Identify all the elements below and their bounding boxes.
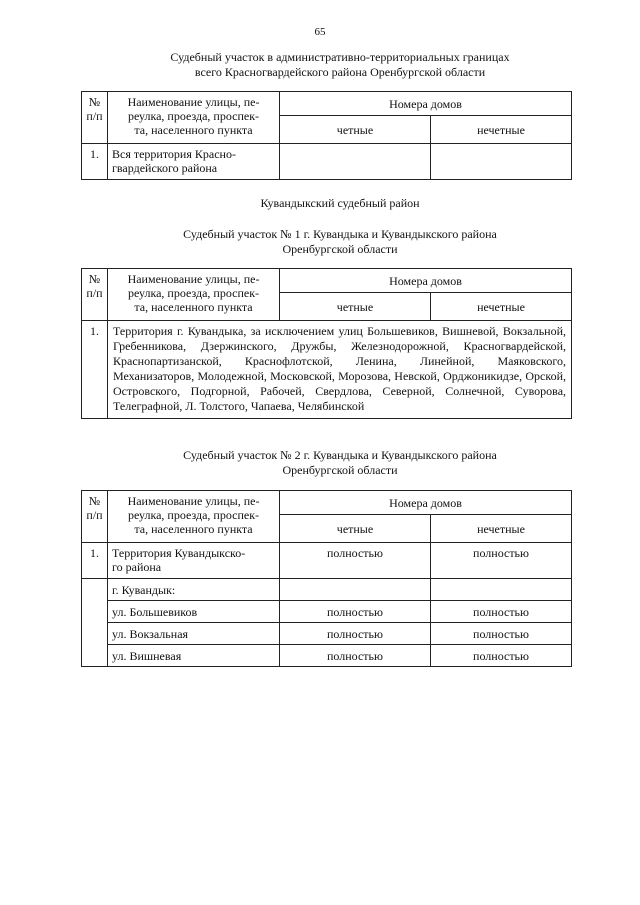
header-name-line1: Наименование улицы, пе- [127, 272, 260, 286]
table-row [82, 543, 572, 579]
row-name [108, 144, 280, 180]
row-name-line2: го района [112, 560, 162, 574]
section1-title-line2: всего Красногвардейского района Оренбургской области [194, 65, 486, 79]
table-row [82, 601, 572, 623]
section3-title [80, 448, 600, 478]
header-name-line3: та, населенного пункта [134, 522, 253, 536]
header-odd: нечетные [431, 515, 572, 543]
street-odd: полностью [431, 623, 572, 645]
header-odd: нечетные [431, 116, 572, 144]
header-name [108, 269, 280, 321]
section2-title [80, 227, 600, 257]
section1-title [80, 50, 600, 80]
header-name-line1: Наименование улицы, пе- [127, 95, 260, 109]
row-name [108, 543, 280, 579]
row-odd [431, 579, 572, 601]
table-row [82, 623, 572, 645]
row-even: полностью [280, 543, 431, 579]
section2-title-line1: Судебный участок № 1 г. Кувандыка и Кувандыкского района [183, 227, 497, 241]
table-row [82, 645, 572, 667]
table-2 [81, 268, 572, 419]
header-num-line2: п/п [86, 286, 103, 300]
section3-title-line1: Судебный участок № 2 г. Кувандыка и Кувандыкского района [183, 448, 497, 462]
row-even [280, 579, 431, 601]
row-even [280, 144, 431, 180]
street-even: полностью [280, 645, 431, 667]
header-even: четные [280, 293, 431, 321]
section1-title-line1: Судебный участок в административно-территориальных границах [170, 50, 510, 64]
row-num: 1. [82, 321, 108, 419]
city-label: г. Кувандык: [108, 579, 280, 601]
street-even: полностью [280, 601, 431, 623]
row-num: 1. [82, 144, 108, 180]
header-houses: Номера домов [280, 491, 572, 515]
header-name-line3: та, населенного пункта [134, 123, 253, 137]
street-odd: полностью [431, 645, 572, 667]
header-name-line2: реулка, проезда, проспек- [127, 286, 260, 300]
row-text: Территория г. Кувандыка, за исключением улиц Большевиков, Вишневой, Вокзальной, Гребенникова, Дзержинского, Дружбы, Железнодорожной, Красногвардейской, Краснопартизанской, Краснофлотской, Ленина, Линейной, Маяковского, Механизаторов, Молодежной, Московской, Морозова, Невской, Орджоникидзе, Орской, Островского, Подгорной, Рабочей, Свердлова, Северной, Солнечной, Суворова, Телеграфной, Л. Толстого, Чапаева, Челябинской [108, 321, 572, 419]
header-name-line3: та, населенного пункта [134, 300, 253, 314]
street-odd: полностью [431, 601, 572, 623]
district-title-text: Кувандыкский судебный район [260, 196, 420, 210]
header-num-line2: п/п [86, 109, 103, 123]
table-row [82, 579, 572, 601]
header-houses: Номера домов [280, 92, 572, 116]
header-houses: Номера домов [280, 269, 572, 293]
header-num-line1: № [88, 95, 101, 109]
header-num-line1: № [88, 272, 101, 286]
district-title [80, 196, 600, 211]
table-3 [81, 490, 572, 667]
header-num [82, 269, 108, 321]
header-num [82, 92, 108, 144]
header-name-line2: реулка, проезда, проспек- [127, 508, 260, 522]
header-odd: нечетные [431, 293, 572, 321]
table-1 [81, 91, 572, 180]
row-num: 1. [82, 543, 108, 579]
section2-title-line2: Оренбургской области [282, 242, 398, 256]
page-number: 65 [314, 26, 326, 38]
header-name-line2: реулка, проезда, проспек- [127, 109, 260, 123]
row-odd [431, 144, 572, 180]
header-even: четные [280, 116, 431, 144]
row-num-empty [82, 579, 108, 667]
table-row [82, 321, 572, 419]
row-name-line2: гвардейского района [112, 161, 218, 175]
table-row [82, 144, 572, 180]
street-even: полностью [280, 623, 431, 645]
street-name: ул. Вишневая [108, 645, 280, 667]
street-name: ул. Вокзальная [108, 623, 280, 645]
header-num [82, 491, 108, 543]
row-name-line1: Территория Кувандыкско- [112, 546, 246, 560]
header-name [108, 92, 280, 144]
header-name [108, 491, 280, 543]
header-even: четные [280, 515, 431, 543]
row-odd: полностью [431, 543, 572, 579]
row-name-line1: Вся территория Красно- [112, 147, 236, 161]
section3-title-line2: Оренбургской области [282, 463, 398, 477]
header-num-line2: п/п [86, 508, 103, 522]
street-name: ул. Большевиков [108, 601, 280, 623]
header-num-line1: № [88, 494, 101, 508]
header-name-line1: Наименование улицы, пе- [127, 494, 260, 508]
